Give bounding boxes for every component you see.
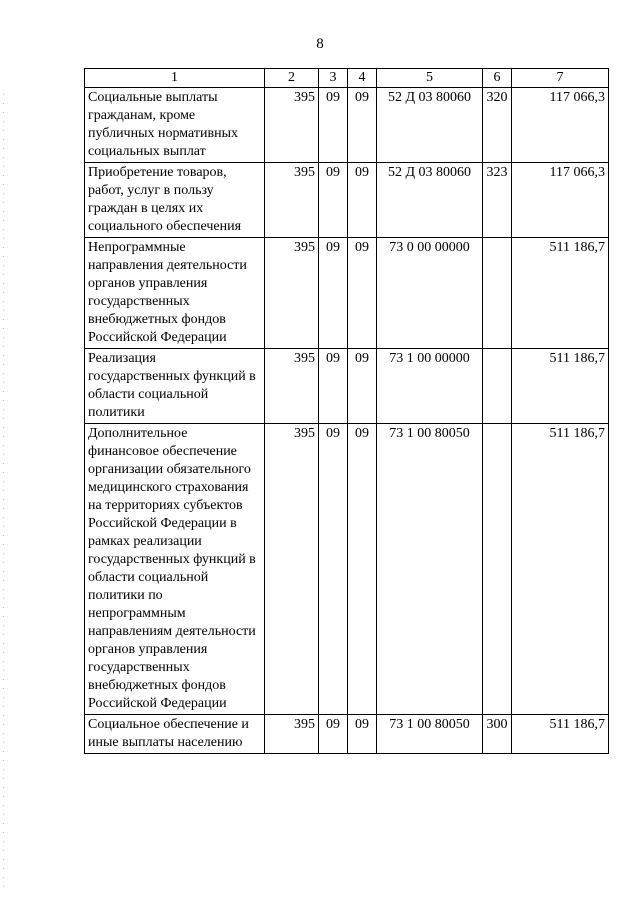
row-name: Социальное обеспечение и иные выплаты населению	[85, 715, 265, 754]
row-name: Социальные выплаты гражданам, кроме публичных нормативных социальных выплат	[85, 88, 265, 163]
row-target-article: 73 0 00 00000	[377, 238, 483, 349]
header-col-3: 3	[319, 69, 348, 88]
row-target-article: 52 Д 03 80060	[377, 163, 483, 238]
scan-edge-marks	[2, 90, 5, 890]
row-section: 09	[319, 715, 348, 754]
header-col-1: 1	[85, 69, 265, 88]
row-expense-type: 320	[483, 88, 512, 163]
row-target-article: 52 Д 03 80060	[377, 88, 483, 163]
row-target-article: 73 1 00 80050	[377, 424, 483, 715]
row-section: 09	[319, 238, 348, 349]
row-name: Непрограммные направления деятельности органов управления государственных внебюджетных фондов Российской Федерации	[85, 238, 265, 349]
row-grbs: 395	[265, 88, 319, 163]
row-grbs: 395	[265, 349, 319, 424]
row-amount: 511 186,7	[512, 349, 609, 424]
header-col-2: 2	[265, 69, 319, 88]
row-name: Дополнительное финансовое обеспечение организации обязательного медицинского страхования на территориях субъектов Российской Федерации в рамках реализации государственных функций в области социальной политики по непрограммным направлениям деятельности органов управления государственных внебюджетных фондов Российской Федерации	[85, 424, 265, 715]
row-amount: 117 066,3	[512, 88, 609, 163]
row-section: 09	[319, 424, 348, 715]
row-expense-type	[483, 238, 512, 349]
row-amount: 511 186,7	[512, 715, 609, 754]
row-subsection: 09	[348, 424, 377, 715]
header-row	[85, 69, 609, 88]
header-col-5: 5	[377, 69, 483, 88]
row-subsection: 09	[348, 349, 377, 424]
row-subsection: 09	[348, 88, 377, 163]
row-subsection: 09	[348, 238, 377, 349]
row-expense-type: 300	[483, 715, 512, 754]
row-grbs: 395	[265, 715, 319, 754]
row-amount: 117 066,3	[512, 163, 609, 238]
row-subsection: 09	[348, 163, 377, 238]
row-section: 09	[319, 88, 348, 163]
row-grbs: 395	[265, 238, 319, 349]
row-target-article: 73 1 00 80050	[377, 715, 483, 754]
row-grbs: 395	[265, 424, 319, 715]
row-expense-type: 323	[483, 163, 512, 238]
row-target-article: 73 1 00 00000	[377, 349, 483, 424]
table-row	[85, 88, 609, 163]
row-grbs: 395	[265, 163, 319, 238]
row-section: 09	[319, 349, 348, 424]
row-expense-type	[483, 424, 512, 715]
row-section: 09	[319, 163, 348, 238]
header-col-6: 6	[483, 69, 512, 88]
row-subsection: 09	[348, 715, 377, 754]
row-name: Приобретение товаров, работ, услуг в пользу граждан в целях их социального обеспечения	[85, 163, 265, 238]
row-name: Реализация государственных функций в области социальной политики	[85, 349, 265, 424]
page-number: 8	[316, 36, 324, 52]
row-amount: 511 186,7	[512, 238, 609, 349]
table-row	[85, 424, 609, 715]
table-row	[85, 349, 609, 424]
table-row	[85, 163, 609, 238]
table-row	[85, 715, 609, 754]
header-col-4: 4	[348, 69, 377, 88]
budget-table	[84, 68, 609, 754]
row-amount: 511 186,7	[512, 424, 609, 715]
header-col-7: 7	[512, 69, 609, 88]
row-expense-type	[483, 349, 512, 424]
table-row	[85, 238, 609, 349]
